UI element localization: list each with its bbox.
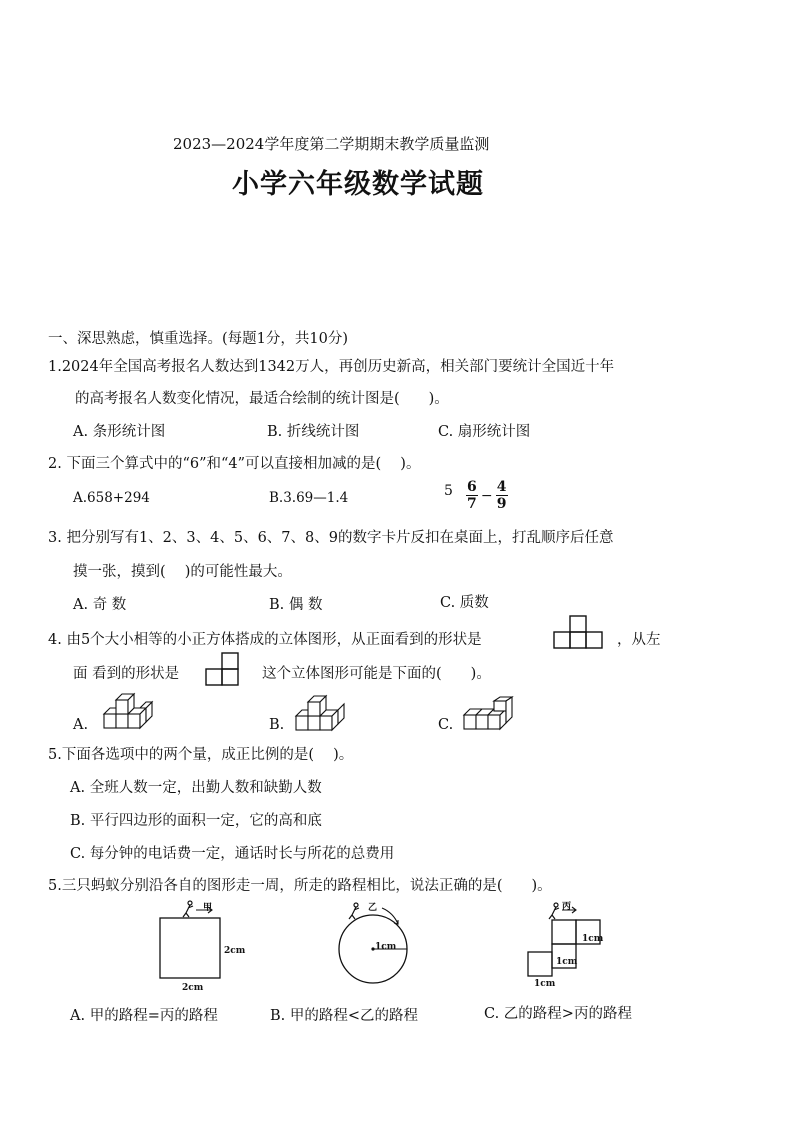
q2-c-whole: 5 [444,482,453,499]
q3-option-b[interactable]: B. 偶 数 [269,597,323,613]
ant-icon [183,901,193,917]
q1-option-c[interactable]: C. 扇形统计图 [438,424,531,440]
q4-line1-tail: ，从左 [617,632,661,648]
q1-line1: 1.2024年全国高考报名人数达到1342万人，再创历史新高，相关部门要统计全国近十年 [48,359,615,375]
q4-line1: 4. 由5个大小相等的小正方体搭成的立体图形，从正面看到的形状是 [48,632,482,648]
q2-text: 2. 下面三个算式中的“6”和“4”可以直接相加减的是( )。 [48,456,421,472]
fig3-label-b: 1cm [556,957,578,967]
fig3-ant-label: 丙 [562,902,572,912]
q5-option-c[interactable]: C. 每分钟的电话费一定，通话时长与所花的总费用 [70,846,395,862]
q3-line1: 3. 把分别写有1、2、3、4、5、6、7、8、9的数字卡片反扣在桌面上，打乱顺序后任意 [48,530,614,546]
q4-option-a[interactable]: A. [73,717,89,733]
frac1-numerator: 6 [467,479,477,495]
q2-option-a[interactable]: A.658+294 [73,490,150,506]
arrow-clockwise-icon [382,908,398,924]
fig2-ant-label: 乙 [368,903,378,913]
ant-icon [349,903,359,919]
exam-subtitle: 2023—2024学年度第二学期期末教学质量监测 [173,135,490,153]
q6-option-a[interactable]: A. 甲的路程=丙的路程 [70,1008,218,1024]
section-heading: 一、深思熟虑，慎重选择。(每题1分，共10分) [48,331,348,347]
q6-text: 5.三只蚂蚁分别沿各自的图形走一周，所走的路程相比，说法正确的是( )。 [48,878,552,894]
fig2-radius-label: 1cm [375,942,397,952]
q5-option-a[interactable]: A. 全班人数一定，出勤人数和缺勤人数 [70,780,322,796]
q5-option-b[interactable]: B. 平行四边形的面积一定，它的高和底 [70,813,322,829]
frac2-numerator: 4 [496,479,507,495]
ant-icon [549,903,559,919]
exam-title: 小学六年级数学试题 [232,169,484,200]
q6-option-c[interactable]: C. 乙的路程>丙的路程 [484,1006,632,1022]
fig3-label-a: 1cm [582,934,604,944]
q1-line2: 的高考报名人数变化情况，最适合绘制的统计图是( )。 [75,391,449,407]
q1-option-b[interactable]: B. 折线统计图 [267,424,360,440]
q4-option-b[interactable]: B. [269,717,285,733]
q2-c-minus: − [480,487,493,504]
q2-c-fraction1 [466,479,478,512]
q2-option-b[interactable]: B.3.69—1.4 [269,490,349,506]
front-view-icon [553,614,605,650]
fig1-side-label: 2cm [224,946,246,956]
q3-line2: 摸一张，摸到( )的可能性最大。 [73,564,292,580]
q6-option-b[interactable]: B. 甲的路程<乙的路程 [270,1008,419,1024]
q3-option-c[interactable]: C. 质数 [440,595,489,611]
fig1-bottom-label: 2cm [182,983,204,993]
cube-stack-c-icon[interactable] [462,697,518,737]
q2-option-c[interactable] [444,479,508,512]
q5-text: 5.下面各选项中的两个量，成正比例的是( )。 [48,747,354,763]
q4-option-c[interactable]: C. [438,717,454,733]
cube-stack-a-icon[interactable] [100,694,160,738]
left-view-icon [205,652,241,686]
q2-c-fraction2 [496,479,508,512]
cube-stack-b-icon[interactable] [294,696,350,738]
fig3-label-c: 1cm [534,979,556,989]
q4-line2a: 面 看到的形状是 [73,666,180,682]
q3-option-a[interactable]: A. 奇 数 [73,597,127,613]
q4-line2b: 这个立体图形可能是下面的( )。 [262,666,491,682]
frac1-denominator: 7 [467,496,477,512]
fig1-ant-label: 甲 [203,903,213,913]
frac2-denominator: 9 [496,496,507,512]
q1-option-a[interactable]: A. 条形统计图 [73,424,166,440]
